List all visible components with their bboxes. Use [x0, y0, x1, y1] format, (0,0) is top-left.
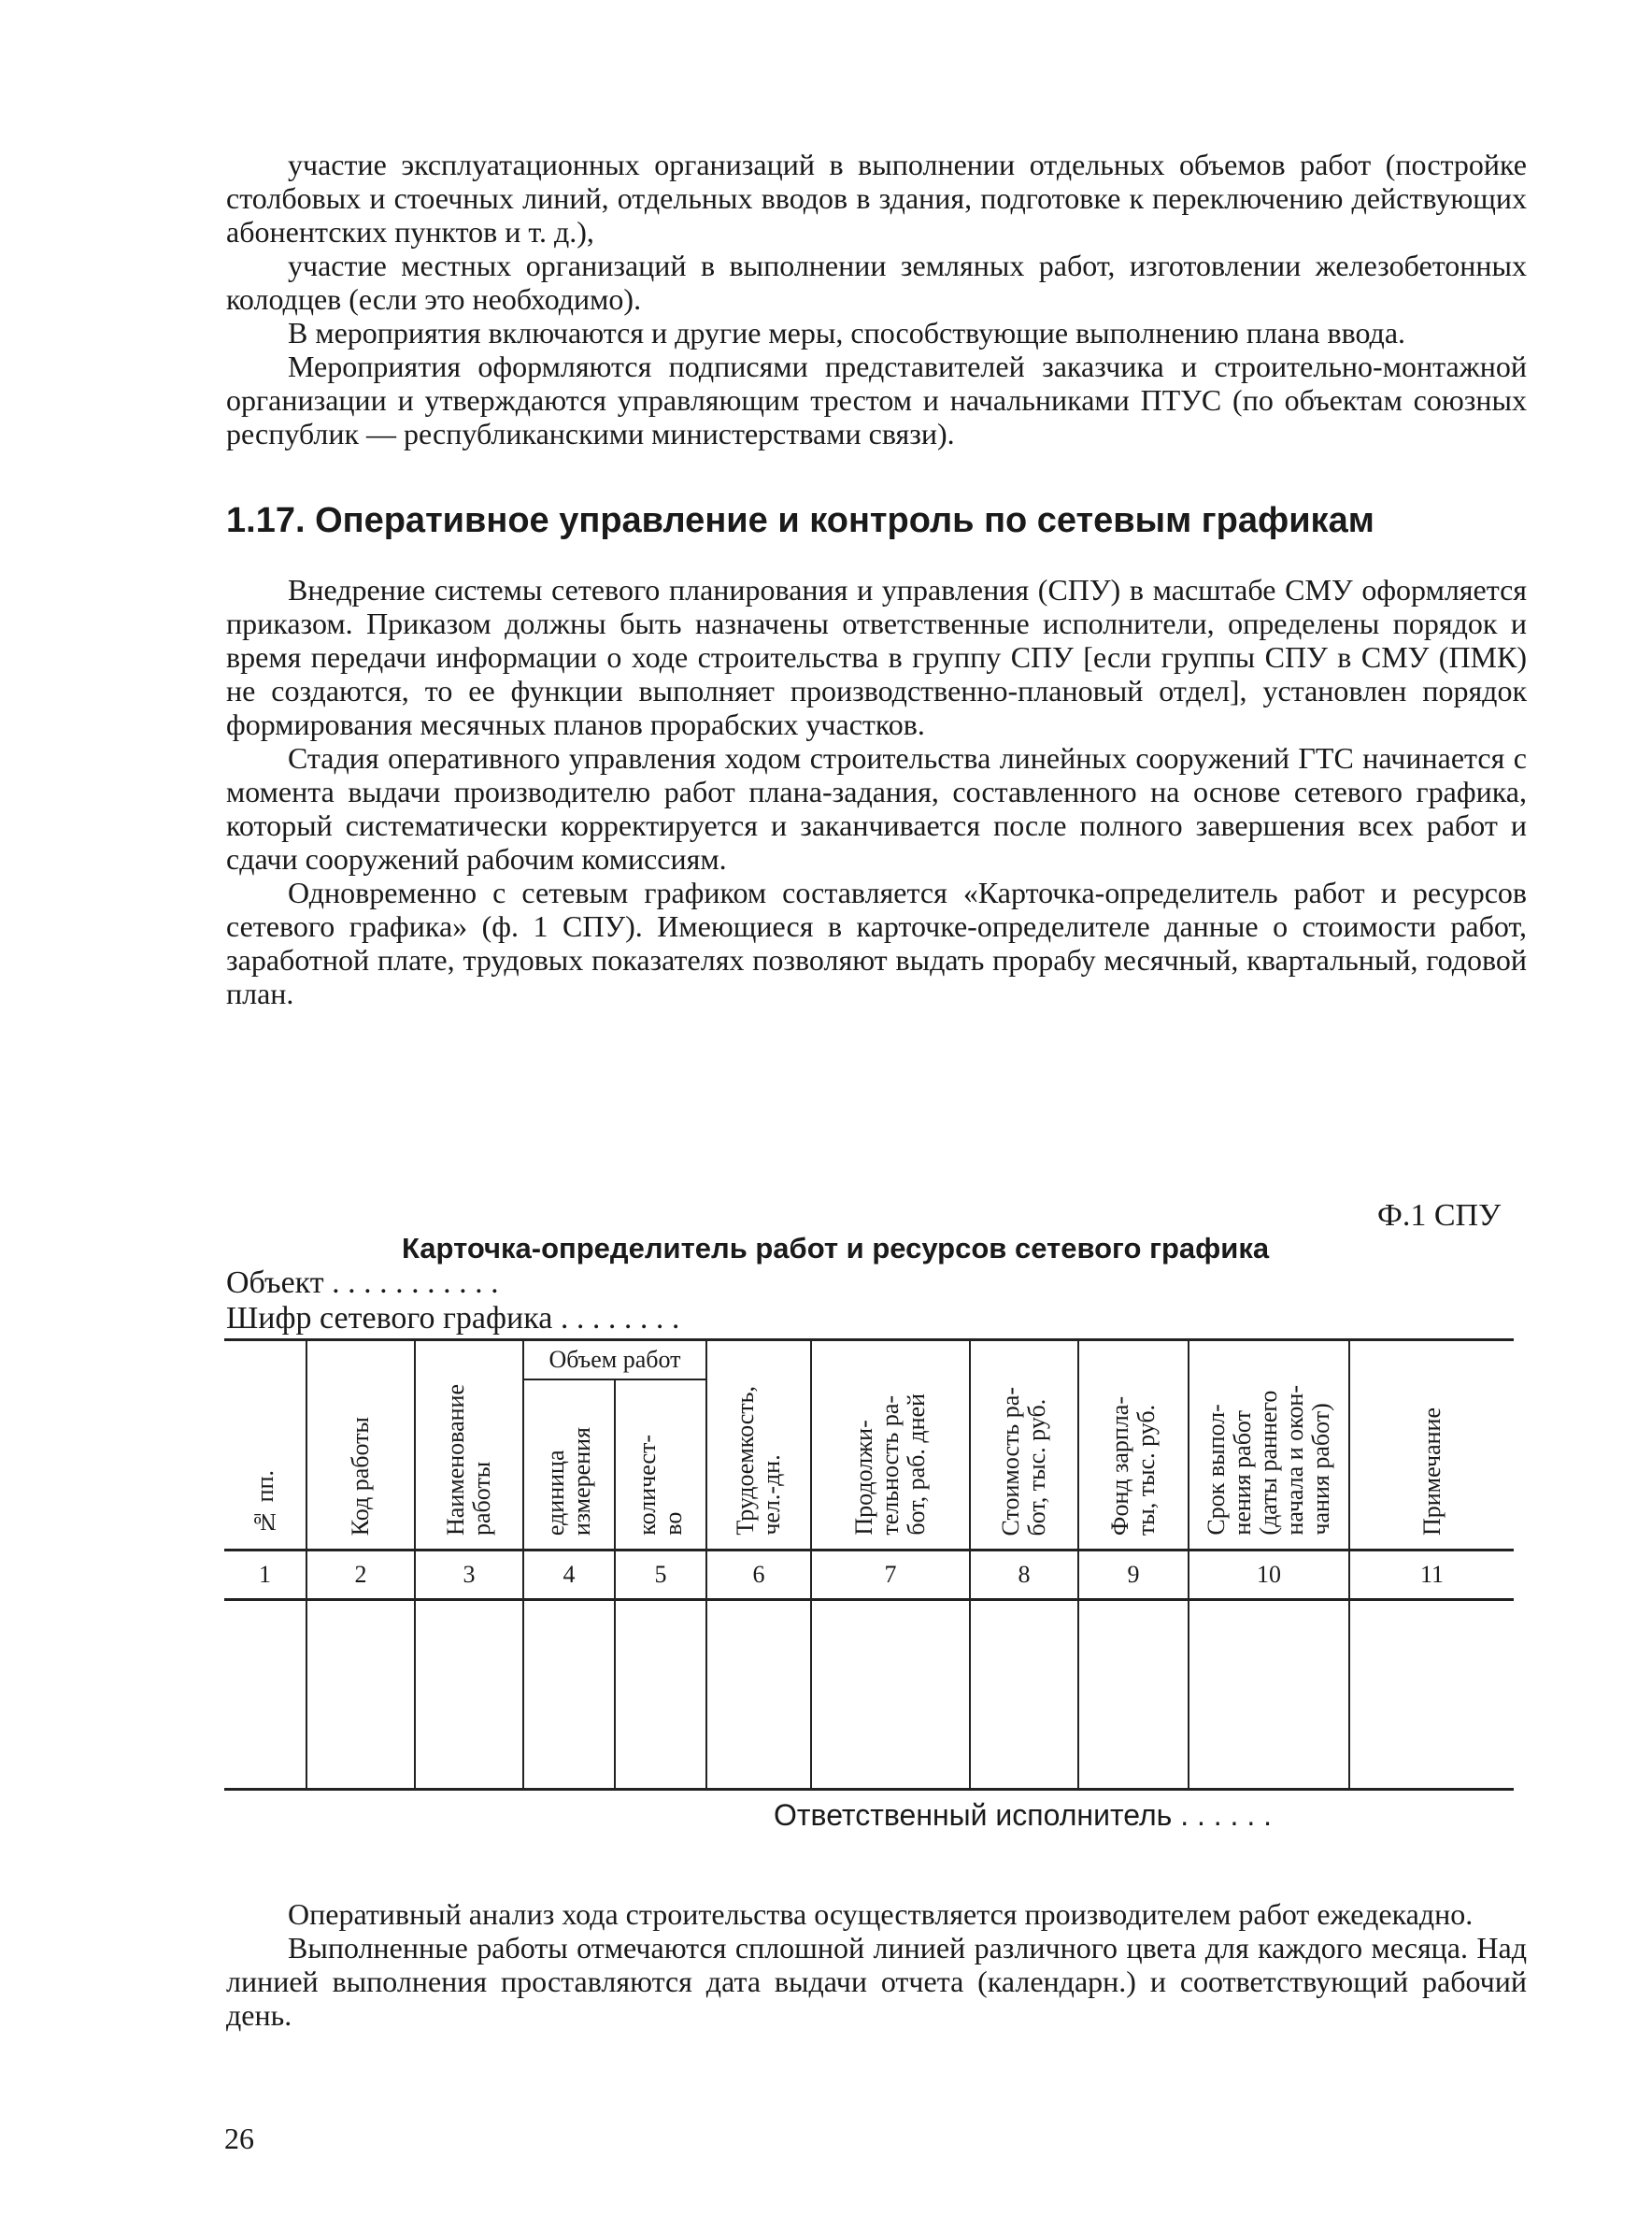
empty-cell	[706, 1600, 811, 1790]
paragraph: Внедрение системы сетевого планирования и управления (СПУ) в масштабе СМУ оформляется приказом. Приказом должны быть назначены ответственные исполнители, определены порядок и время передачи информации о ходе строительства в группу СПУ [если группы СПУ в СМУ (ПМК) не создаются, то ее функции выполняет производственно-плановый отдел], установлен порядок формирования месячных планов прорабских участков.	[226, 573, 1527, 741]
paragraph: В мероприятия включаются и другие меры, способствующие выполнению плана ввода.	[288, 316, 1406, 350]
paragraph: Стадия оперативного управления ходом строительства линейных сооружений ГТС начинается с момента выдачи производителю работ плана-задания, составленного на основе сетевого графика, который систематически корректируется и заканчивается после полного завершения всех работ и сдачи сооружений рабочим комиссиям.	[226, 741, 1527, 876]
empty-cell	[1189, 1600, 1349, 1790]
volume-group-label: Объем работ	[524, 1341, 705, 1380]
column-header: Продолжи- тельность ра- бот, раб. дней	[811, 1340, 970, 1550]
form-code: Ф.1 СПУ	[1377, 1198, 1502, 1233]
empty-cell	[224, 1600, 306, 1790]
section-heading: 1.17. Оперативное управление и контроль по сетевым графикам	[226, 501, 1374, 540]
empty-cell	[415, 1600, 523, 1790]
column-number: 5	[615, 1550, 706, 1600]
column-header: № пп.	[224, 1340, 306, 1550]
column-number: 9	[1078, 1550, 1189, 1600]
work-resource-table	[224, 1338, 1514, 1791]
cipher-field: Шифр сетевого графика . . . . . . . .	[226, 1301, 680, 1336]
page-top-text	[226, 148, 1527, 1010]
column-number: 7	[811, 1550, 970, 1600]
paragraph: Оперативный анализ хода строительства осуществляется производителем работ ежедекадно.	[288, 1897, 1474, 1931]
empty-cell	[970, 1600, 1078, 1790]
responsible-executor: Ответственный исполнитель . . . . . .	[774, 1798, 1272, 1832]
paragraph: Выполненные работы отмечаются сплошной линией различного цвета для каждого месяца. Над линией выполнения проставляются дата выдачи отчета (календарн.) и соответствующий рабочий день.	[226, 1931, 1527, 2032]
column-number: 3	[415, 1550, 523, 1600]
paragraph: Одновременно с сетевым графиком составляется «Карточка-определитель работ и ресурсов сетевого графика» (ф. 1 СПУ). Имеющиеся в карточке-определителе данные о стоимости работ, заработной плате, трудовых показателях позволяют выдать прорабу месячный, квартальный, годовой план.	[226, 876, 1527, 1010]
column-number: 2	[306, 1550, 415, 1600]
paragraph: Мероприятия оформляются подписями представителей заказчика и строительно-монтажной организации и утверждаются управляющим трестом и начальниками ПТУС (по объектам союзных республик — республиканскими министерствами связи).	[226, 350, 1527, 450]
column-header: Наименование работы	[415, 1340, 523, 1550]
form-title: Карточка-определитель работ и ресурсов сетевого графика	[402, 1232, 1270, 1265]
empty-cell	[1349, 1600, 1514, 1790]
page-bottom-text	[226, 1897, 1527, 2032]
column-number: 6	[706, 1550, 811, 1600]
empty-cell	[811, 1600, 970, 1790]
volume-group-header	[523, 1340, 706, 1550]
column-header: Примечание	[1349, 1340, 1514, 1550]
column-header: Срок выпол- нения работ (даты раннего начала и окон- чания работ)	[1189, 1340, 1349, 1550]
column-header: Стоимость ра- бот, тыс. руб.	[970, 1340, 1078, 1550]
page-number: 26	[224, 2122, 254, 2155]
column-number: 11	[1349, 1550, 1514, 1600]
empty-cell	[523, 1600, 615, 1790]
column-number: 8	[970, 1550, 1078, 1600]
object-field: Объект . . . . . . . . . . .	[226, 1265, 499, 1300]
paragraph: участие эксплуатационных организаций в выполнении отдельных объемов работ (постройке столбовых и стоечных линий, отдельных вводов в здания, подготовке к переключению действующих абонентских пунктов и т. д.),	[226, 148, 1527, 249]
empty-cell	[1078, 1600, 1189, 1790]
column-number: 4	[523, 1550, 615, 1600]
column-number: 1	[224, 1550, 306, 1600]
column-header: Трудоемкость, чел.-дн.	[706, 1340, 811, 1550]
column-header: единица измерения	[524, 1380, 616, 1549]
column-header: Фонд зарпла- ты, тыс. руб.	[1078, 1340, 1189, 1550]
paragraph: участие местных организаций в выполнении земляных работ, изготовлении железобетонных колодцев (если это необходимо).	[226, 249, 1527, 316]
column-number: 10	[1189, 1550, 1349, 1600]
empty-cell	[306, 1600, 415, 1790]
column-header: количест- во	[634, 1435, 687, 1536]
empty-cell	[615, 1600, 706, 1790]
column-header: Код работы	[306, 1340, 415, 1550]
